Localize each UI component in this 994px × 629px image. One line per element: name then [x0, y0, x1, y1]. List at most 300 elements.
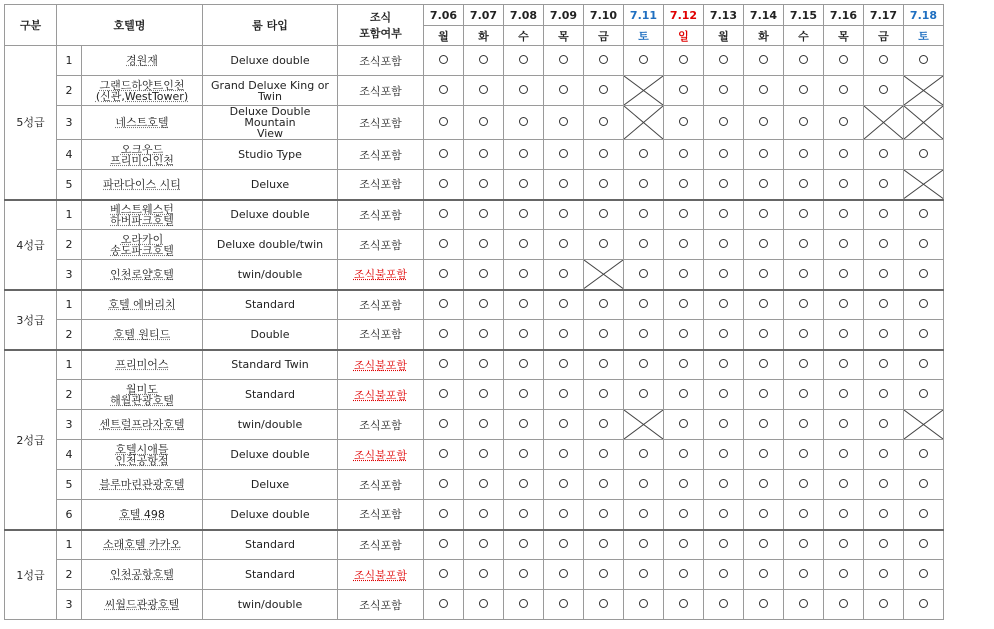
- available-mark: [784, 200, 824, 230]
- circle-icon: [879, 359, 888, 368]
- table-row: [5, 350, 944, 380]
- row-number: 5: [57, 470, 82, 500]
- hotel-name-line: 인천로얄호텔: [110, 267, 174, 281]
- circle-icon: [639, 479, 648, 488]
- circle-icon: [639, 149, 648, 158]
- header-date-row: [5, 5, 944, 26]
- header-room-type: 룸 타입: [203, 5, 338, 46]
- hotel-name: [82, 200, 203, 230]
- circle-icon: [879, 569, 888, 578]
- room-type-line: Deluxe double: [230, 507, 310, 521]
- cross-icon: [624, 410, 663, 439]
- available-mark: [664, 230, 704, 260]
- room-type: [203, 410, 338, 440]
- breakfast-status: [338, 76, 424, 106]
- available-mark: [664, 320, 704, 350]
- circle-icon: [439, 179, 448, 188]
- available-mark: [424, 410, 464, 440]
- available-mark: [864, 590, 904, 620]
- available-mark: [504, 230, 544, 260]
- circle-icon: [879, 85, 888, 94]
- circle-icon: [719, 269, 728, 278]
- circle-icon: [759, 55, 768, 64]
- circle-icon: [639, 329, 648, 338]
- breakfast-status-text: 조식불포함: [353, 388, 408, 402]
- circle-icon: [919, 389, 928, 398]
- unavailable-mark: [904, 410, 944, 440]
- circle-icon: [839, 85, 848, 94]
- circle-icon: [679, 569, 688, 578]
- circle-icon: [439, 85, 448, 94]
- circle-icon: [799, 419, 808, 428]
- circle-icon: [719, 209, 728, 218]
- circle-icon: [679, 117, 688, 126]
- available-mark: [584, 170, 624, 200]
- available-mark: [784, 470, 824, 500]
- row-number: 1: [57, 200, 82, 230]
- header-day-7: 월: [704, 26, 744, 46]
- circle-icon: [639, 55, 648, 64]
- circle-icon: [479, 209, 488, 218]
- table-row: [5, 440, 944, 470]
- circle-icon: [519, 449, 528, 458]
- circle-icon: [559, 239, 568, 248]
- available-mark: [504, 140, 544, 170]
- available-mark: [504, 380, 544, 410]
- breakfast-status: [338, 470, 424, 500]
- available-mark: [464, 170, 504, 200]
- available-mark: [824, 140, 864, 170]
- available-mark: [464, 200, 504, 230]
- available-mark: [704, 170, 744, 200]
- breakfast-status: [338, 590, 424, 620]
- available-mark: [504, 440, 544, 470]
- grade-cell: 5성급: [5, 46, 57, 200]
- header-date-8: 7.14: [744, 5, 784, 26]
- available-mark: [664, 560, 704, 590]
- circle-icon: [719, 299, 728, 308]
- circle-icon: [919, 209, 928, 218]
- hotel-name-line: 호텔시애틀: [115, 442, 169, 456]
- available-mark: [544, 46, 584, 76]
- circle-icon: [559, 179, 568, 188]
- available-mark: [744, 590, 784, 620]
- available-mark: [624, 590, 664, 620]
- circle-icon: [839, 359, 848, 368]
- available-mark: [584, 76, 624, 106]
- circle-icon: [799, 359, 808, 368]
- circle-icon: [639, 509, 648, 518]
- available-mark: [544, 260, 584, 290]
- available-mark: [864, 46, 904, 76]
- header-hotel-name: 호텔명: [57, 5, 203, 46]
- circle-icon: [719, 419, 728, 428]
- circle-icon: [559, 329, 568, 338]
- room-type: [203, 470, 338, 500]
- circle-icon: [719, 599, 728, 608]
- available-mark: [464, 410, 504, 440]
- circle-icon: [759, 329, 768, 338]
- available-mark: [504, 470, 544, 500]
- header-date-10: 7.16: [824, 5, 864, 26]
- available-mark: [824, 380, 864, 410]
- row-number: 5: [57, 170, 82, 200]
- circle-icon: [839, 239, 848, 248]
- circle-icon: [919, 329, 928, 338]
- circle-icon: [799, 179, 808, 188]
- available-mark: [584, 46, 624, 76]
- circle-icon: [479, 85, 488, 94]
- circle-icon: [559, 299, 568, 308]
- available-mark: [864, 230, 904, 260]
- circle-icon: [799, 599, 808, 608]
- available-mark: [624, 320, 664, 350]
- circle-icon: [679, 299, 688, 308]
- available-mark: [464, 260, 504, 290]
- circle-icon: [679, 389, 688, 398]
- cross-icon: [624, 76, 663, 105]
- circle-icon: [879, 149, 888, 158]
- available-mark: [824, 560, 864, 590]
- room-type-line: twin/double: [237, 267, 303, 281]
- room-type-line: View: [256, 127, 284, 140]
- available-mark: [864, 560, 904, 590]
- breakfast-status: [338, 530, 424, 560]
- cross-icon: [584, 260, 623, 289]
- row-number: 3: [57, 106, 82, 140]
- circle-icon: [839, 389, 848, 398]
- circle-icon: [879, 419, 888, 428]
- room-type-line: Standard: [244, 388, 296, 401]
- unavailable-mark: [584, 260, 624, 290]
- circle-icon: [519, 179, 528, 188]
- header-breakfast-line2: 포함여부: [359, 27, 402, 40]
- circle-icon: [679, 209, 688, 218]
- hotel-name-line: 소래호텔 카카오: [103, 538, 181, 552]
- circle-icon: [759, 85, 768, 94]
- breakfast-status: [338, 560, 424, 590]
- room-type: [203, 590, 338, 620]
- circle-icon: [879, 209, 888, 218]
- available-mark: [744, 200, 784, 230]
- table-body: [5, 46, 944, 620]
- hotel-name-line: 경원재: [126, 54, 158, 67]
- row-number: 1: [57, 350, 82, 380]
- circle-icon: [799, 269, 808, 278]
- circle-icon: [479, 389, 488, 398]
- room-type-line: Standard Twin: [231, 358, 309, 372]
- available-mark: [784, 170, 824, 200]
- available-mark: [464, 76, 504, 106]
- breakfast-status-text: 조식포함: [359, 328, 402, 342]
- available-mark: [824, 106, 864, 140]
- breakfast-status: [338, 410, 424, 440]
- available-mark: [624, 140, 664, 170]
- circle-icon: [559, 509, 568, 518]
- available-mark: [584, 530, 624, 560]
- circle-icon: [839, 55, 848, 64]
- available-mark: [624, 170, 664, 200]
- hotel-availability-table: [4, 4, 944, 620]
- circle-icon: [799, 539, 808, 548]
- available-mark: [624, 350, 664, 380]
- circle-icon: [679, 359, 688, 368]
- row-number: 2: [57, 230, 82, 260]
- circle-icon: [639, 449, 648, 458]
- breakfast-status: [338, 170, 424, 200]
- row-number: 4: [57, 140, 82, 170]
- unavailable-mark: [624, 106, 664, 140]
- circle-icon: [639, 209, 648, 218]
- available-mark: [664, 380, 704, 410]
- available-mark: [864, 76, 904, 106]
- circle-icon: [799, 509, 808, 518]
- available-mark: [624, 500, 664, 530]
- circle-icon: [919, 569, 928, 578]
- circle-icon: [759, 419, 768, 428]
- circle-icon: [479, 509, 488, 518]
- circle-icon: [639, 269, 648, 278]
- circle-icon: [439, 299, 448, 308]
- available-mark: [584, 440, 624, 470]
- circle-icon: [439, 419, 448, 428]
- circle-icon: [439, 239, 448, 248]
- circle-icon: [919, 509, 928, 518]
- circle-icon: [879, 599, 888, 608]
- available-mark: [704, 320, 744, 350]
- available-mark: [664, 590, 704, 620]
- breakfast-status: [338, 140, 424, 170]
- table-row: [5, 530, 944, 560]
- available-mark: [824, 290, 864, 320]
- breakfast-status-text: 조식포함: [359, 84, 402, 98]
- available-mark: [784, 76, 824, 106]
- circle-icon: [799, 239, 808, 248]
- circle-icon: [559, 479, 568, 488]
- row-number: 6: [57, 500, 82, 530]
- available-mark: [544, 590, 584, 620]
- circle-icon: [839, 419, 848, 428]
- table-row: [5, 590, 944, 620]
- hotel-name-line: 하버파크호텔: [110, 213, 174, 227]
- circle-icon: [519, 509, 528, 518]
- circle-icon: [479, 419, 488, 428]
- circle-icon: [519, 569, 528, 578]
- circle-icon: [639, 239, 648, 248]
- available-mark: [664, 410, 704, 440]
- room-type: [203, 500, 338, 530]
- available-mark: [424, 500, 464, 530]
- circle-icon: [639, 569, 648, 578]
- hotel-name-line: 해월관광호텔: [110, 393, 174, 407]
- header-date-5: 7.11: [624, 5, 664, 26]
- room-type: [203, 260, 338, 290]
- table-row: [5, 410, 944, 440]
- available-mark: [744, 410, 784, 440]
- circle-icon: [919, 449, 928, 458]
- available-mark: [424, 46, 464, 76]
- table-row: [5, 500, 944, 530]
- circle-icon: [519, 85, 528, 94]
- breakfast-status: [338, 320, 424, 350]
- circle-icon: [559, 269, 568, 278]
- available-mark: [704, 440, 744, 470]
- available-mark: [744, 320, 784, 350]
- circle-icon: [759, 117, 768, 126]
- breakfast-status-text: 조식포함: [359, 298, 402, 312]
- available-mark: [664, 76, 704, 106]
- header-day-10: 목: [824, 26, 864, 46]
- header-date-3: 7.09: [544, 5, 584, 26]
- hotel-name: [82, 76, 203, 106]
- circle-icon: [679, 599, 688, 608]
- room-type-line: Standard: [244, 298, 296, 312]
- available-mark: [504, 410, 544, 440]
- circle-icon: [679, 149, 688, 158]
- available-mark: [864, 290, 904, 320]
- available-mark: [704, 380, 744, 410]
- breakfast-status-text: 조식포함: [359, 148, 402, 162]
- header-day-1: 화: [464, 26, 504, 46]
- circle-icon: [519, 539, 528, 548]
- circle-icon: [559, 209, 568, 218]
- available-mark: [784, 410, 824, 440]
- available-mark: [424, 590, 464, 620]
- hotel-name: [82, 350, 203, 380]
- hotel-name-line: 호텔 원티드: [113, 327, 171, 341]
- available-mark: [784, 106, 824, 140]
- breakfast-status: [338, 106, 424, 140]
- circle-icon: [799, 117, 808, 126]
- available-mark: [704, 410, 744, 440]
- breakfast-status-text: 조식포함: [359, 116, 402, 130]
- available-mark: [904, 200, 944, 230]
- header-date-6: 7.12: [664, 5, 704, 26]
- available-mark: [784, 320, 824, 350]
- circle-icon: [519, 149, 528, 158]
- available-mark: [904, 470, 944, 500]
- hotel-name-line: 베스트웨스턴: [110, 202, 174, 216]
- circle-icon: [599, 149, 608, 158]
- breakfast-status: [338, 230, 424, 260]
- available-mark: [824, 230, 864, 260]
- available-mark: [464, 230, 504, 260]
- circle-icon: [679, 55, 688, 64]
- row-number: 2: [57, 76, 82, 106]
- available-mark: [744, 500, 784, 530]
- circle-icon: [839, 449, 848, 458]
- room-type-line: twin/double: [237, 418, 303, 431]
- circle-icon: [919, 55, 928, 64]
- hotel-name: [82, 530, 203, 560]
- available-mark: [904, 320, 944, 350]
- room-type-line: Deluxe Double Mountain: [229, 105, 311, 129]
- circle-icon: [719, 117, 728, 126]
- circle-icon: [599, 509, 608, 518]
- circle-icon: [439, 389, 448, 398]
- hotel-name: [82, 470, 203, 500]
- circle-icon: [839, 269, 848, 278]
- circle-icon: [599, 599, 608, 608]
- hotel-name: [82, 380, 203, 410]
- circle-icon: [599, 329, 608, 338]
- available-mark: [544, 230, 584, 260]
- row-number: 2: [57, 320, 82, 350]
- circle-icon: [759, 389, 768, 398]
- breakfast-status: [338, 260, 424, 290]
- hotel-name-line: 파라다이스 시티: [103, 177, 181, 191]
- unavailable-mark: [864, 106, 904, 140]
- available-mark: [704, 470, 744, 500]
- available-mark: [864, 410, 904, 440]
- available-mark: [624, 290, 664, 320]
- breakfast-status-text: 조식포함: [359, 598, 402, 612]
- circle-icon: [839, 179, 848, 188]
- room-type: [203, 76, 338, 106]
- header-day-6: 일: [664, 26, 704, 46]
- available-mark: [544, 76, 584, 106]
- breakfast-status-text: 조식불포함: [353, 568, 408, 582]
- circle-icon: [639, 599, 648, 608]
- available-mark: [504, 260, 544, 290]
- available-mark: [504, 560, 544, 590]
- hotel-name-line: 송도파크호텔: [110, 243, 174, 257]
- available-mark: [744, 106, 784, 140]
- row-number: 1: [57, 290, 82, 320]
- room-type: [203, 230, 338, 260]
- header-date-2: 7.08: [504, 5, 544, 26]
- available-mark: [864, 170, 904, 200]
- available-mark: [504, 530, 544, 560]
- circle-icon: [679, 269, 688, 278]
- available-mark: [704, 350, 744, 380]
- circle-icon: [879, 55, 888, 64]
- circle-icon: [799, 569, 808, 578]
- header-date-4: 7.10: [584, 5, 624, 26]
- available-mark: [824, 410, 864, 440]
- header-day-0: 월: [424, 26, 464, 46]
- circle-icon: [839, 509, 848, 518]
- hotel-name: [82, 320, 203, 350]
- room-type: [203, 320, 338, 350]
- room-type-line: twin/double: [237, 598, 303, 611]
- unavailable-mark: [904, 76, 944, 106]
- available-mark: [744, 470, 784, 500]
- circle-icon: [759, 149, 768, 158]
- circle-icon: [479, 239, 488, 248]
- available-mark: [704, 106, 744, 140]
- available-mark: [544, 200, 584, 230]
- available-mark: [464, 46, 504, 76]
- header-day-4: 금: [584, 26, 624, 46]
- circle-icon: [799, 149, 808, 158]
- room-type: [203, 106, 338, 140]
- available-mark: [584, 500, 624, 530]
- breakfast-status-text: 조식포함: [359, 478, 402, 492]
- circle-icon: [879, 299, 888, 308]
- breakfast-status: [338, 46, 424, 76]
- hotel-name: [82, 46, 203, 76]
- available-mark: [824, 350, 864, 380]
- header-day-3: 목: [544, 26, 584, 46]
- circle-icon: [839, 599, 848, 608]
- available-mark: [744, 46, 784, 76]
- circle-icon: [759, 269, 768, 278]
- available-mark: [704, 46, 744, 76]
- circle-icon: [439, 359, 448, 368]
- circle-icon: [439, 449, 448, 458]
- available-mark: [664, 290, 704, 320]
